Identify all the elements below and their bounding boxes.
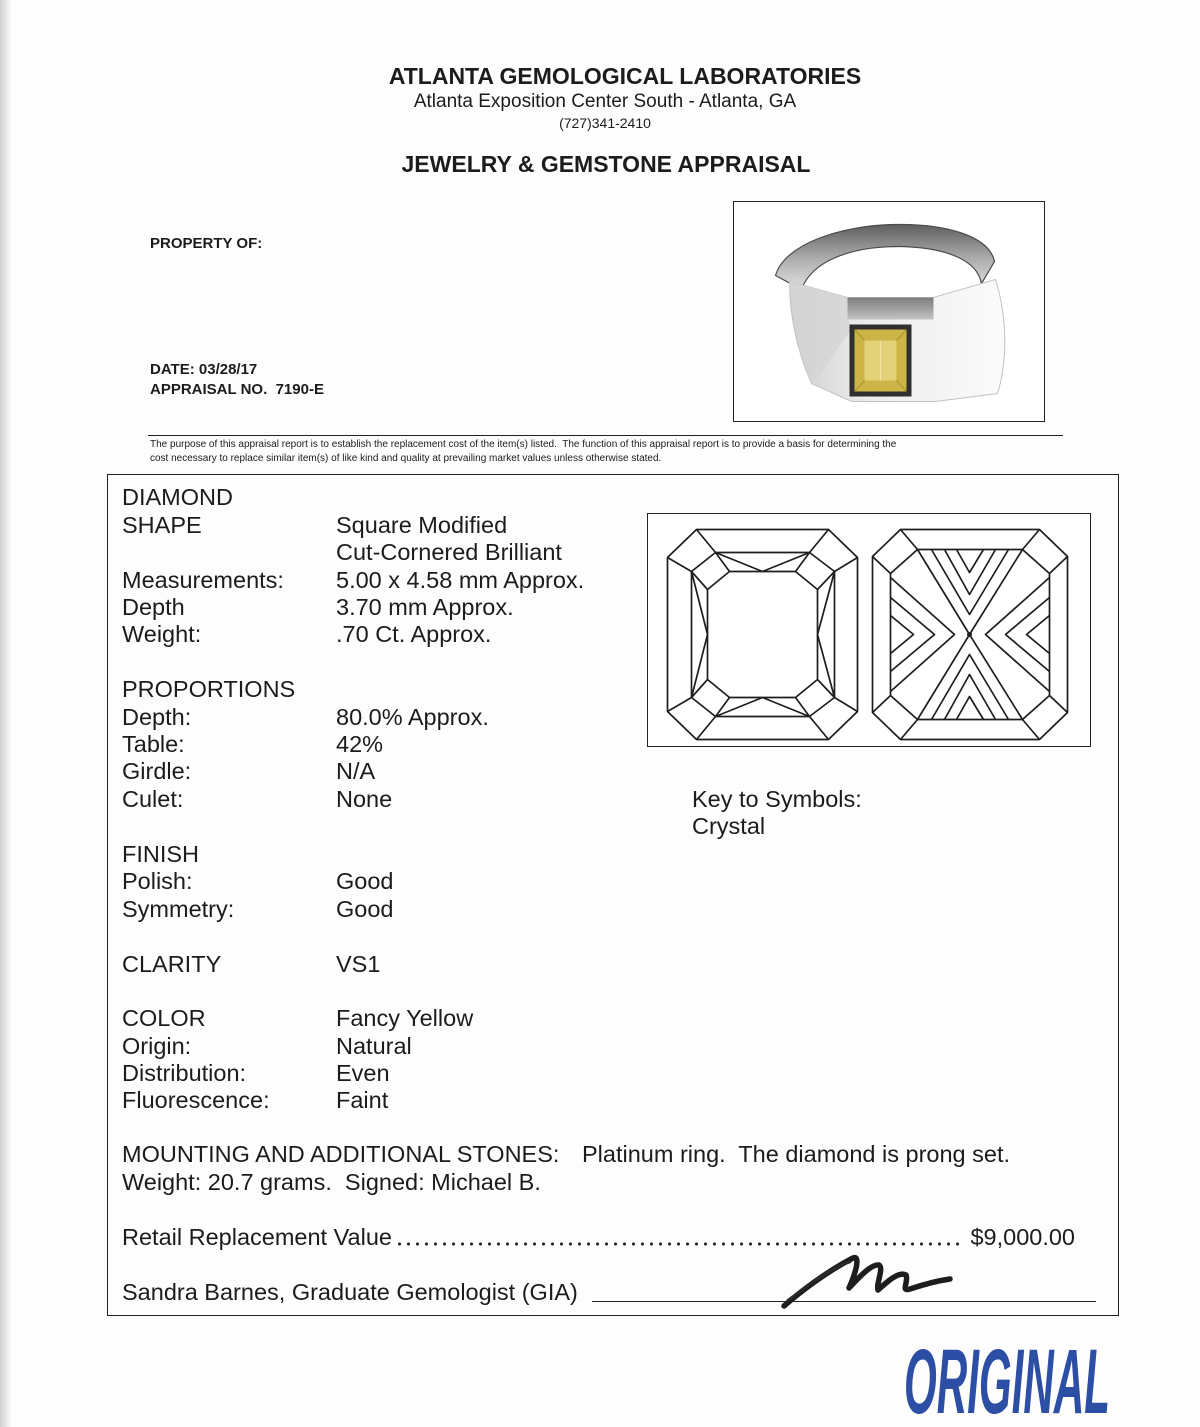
culet-value: None (336, 786, 393, 812)
crown-facet-lines (668, 530, 858, 740)
girdle-value: N/A (336, 758, 376, 784)
disclaimer-line-2: cost necessary to replace similar item(s) of like kind and quality at prevailing market values unless otherwise stated. (150, 453, 662, 464)
measurements-value: 5.00 x 4.58 mm Approx. (336, 567, 585, 593)
appraisal-number-label: APPRAISAL NO. (150, 381, 268, 398)
distribution-label: Distribution: (122, 1060, 247, 1086)
ring-setting-ledge (848, 298, 934, 320)
diamond-plot (648, 514, 1089, 745)
depth-percent-value: 80.0% Approx. (336, 704, 489, 730)
depth-percent-label: Depth: (122, 704, 192, 730)
appraisal-number-line (150, 381, 324, 399)
appraiser-name: Sandra Barnes, Graduate Gemologist (GIA) (122, 1279, 578, 1305)
culet-label: Culet: (122, 786, 184, 812)
shape-label: SHAPE (122, 512, 202, 538)
lab-address: Atlanta Exposition Center South - Atlanta, GA (413, 91, 797, 112)
depth-mm-label: Depth (122, 594, 185, 620)
diamond-plot-box (647, 513, 1091, 747)
origin-label: Origin: (122, 1033, 192, 1059)
disclaimer-line-1: The purpose of this appraisal report is to establish the replacement cost of the item(s) listed. The function of this appraisal report is to provide a basis for determining the (150, 439, 897, 450)
measurements-label: Measurements: (122, 567, 284, 593)
clarity-value: VS1 (336, 951, 381, 977)
polish-value: Good (336, 868, 394, 894)
date-line (150, 361, 257, 379)
finish-heading: FINISH (122, 841, 200, 867)
shape-value-continued: Cut-Cornered Brilliant (336, 539, 562, 565)
header-rule (148, 435, 1063, 436)
table-value: 42% (336, 731, 384, 757)
fluorescence-value: Faint (336, 1087, 389, 1113)
ring-photo-frame (733, 201, 1045, 422)
crown-bezel-outline (692, 553, 835, 717)
retail-replacement-value-label: Retail Replacement Value (122, 1224, 392, 1250)
appraiser-signature (770, 1235, 970, 1315)
property-of-label: PROPERTY OF: (150, 235, 263, 252)
crown-table-outline (708, 572, 818, 698)
table-label: Table: (122, 731, 185, 757)
crown-view-diagram (668, 530, 858, 740)
proportions-heading: PROPORTIONS (122, 676, 296, 702)
date-value: 03/28/17 (198, 361, 258, 378)
polish-label: Polish: (122, 868, 193, 894)
ring-photo (734, 202, 1043, 420)
original-stamp (898, 1335, 1123, 1423)
fluorescence-label: Fluorescence: (122, 1087, 270, 1113)
yellow-diamond (850, 325, 912, 397)
symmetry-label: Symmetry: (122, 896, 235, 922)
symmetry-value: Good (336, 896, 394, 922)
lab-phone: (727)341-2410 (559, 115, 651, 131)
mounting-description: Platinum ring. The diamond is prong set. (582, 1141, 1011, 1167)
appraisal-number-value: 7190-E (275, 381, 324, 398)
distribution-value: Even (336, 1060, 390, 1086)
color-heading: COLOR (122, 1005, 206, 1031)
mounting-label: MOUNTING AND ADDITIONAL STONES: (122, 1141, 560, 1167)
pavilion-view-diagram (873, 530, 1068, 740)
scan-edge (0, 0, 12, 1427)
key-symbol-crystal: Crystal (692, 813, 766, 839)
weight-label: Weight: (122, 621, 202, 647)
clarity-heading: CLARITY (122, 951, 222, 977)
document-title: JEWELRY & GEMSTONE APPRAISAL (401, 151, 811, 177)
crown-girdle-outline (668, 530, 858, 740)
lab-name: ATLANTA GEMOLOGICAL LABORATORIES (388, 63, 862, 89)
diamond-heading: DIAMOND (122, 484, 233, 510)
depth-mm-value: 3.70 mm Approx. (336, 594, 514, 620)
color-value: Fancy Yellow (336, 1005, 474, 1031)
weight-value: .70 Ct. Approx. (336, 621, 492, 647)
retail-replacement-value-amount: $9,000.00 (970, 1224, 1075, 1250)
date-label: DATE: (150, 361, 195, 378)
key-to-symbols-label: Key to Symbols: (692, 786, 862, 812)
girdle-label: Girdle: (122, 758, 192, 784)
shape-value: Square Modified (336, 512, 508, 538)
origin-value: Natural (336, 1033, 412, 1059)
original-stamp-text: ORIGINAL (904, 1335, 1110, 1423)
pavilion-culet-point (967, 632, 972, 637)
mounting-details: Weight: 20.7 grams. Signed: Michael B. (122, 1169, 541, 1195)
